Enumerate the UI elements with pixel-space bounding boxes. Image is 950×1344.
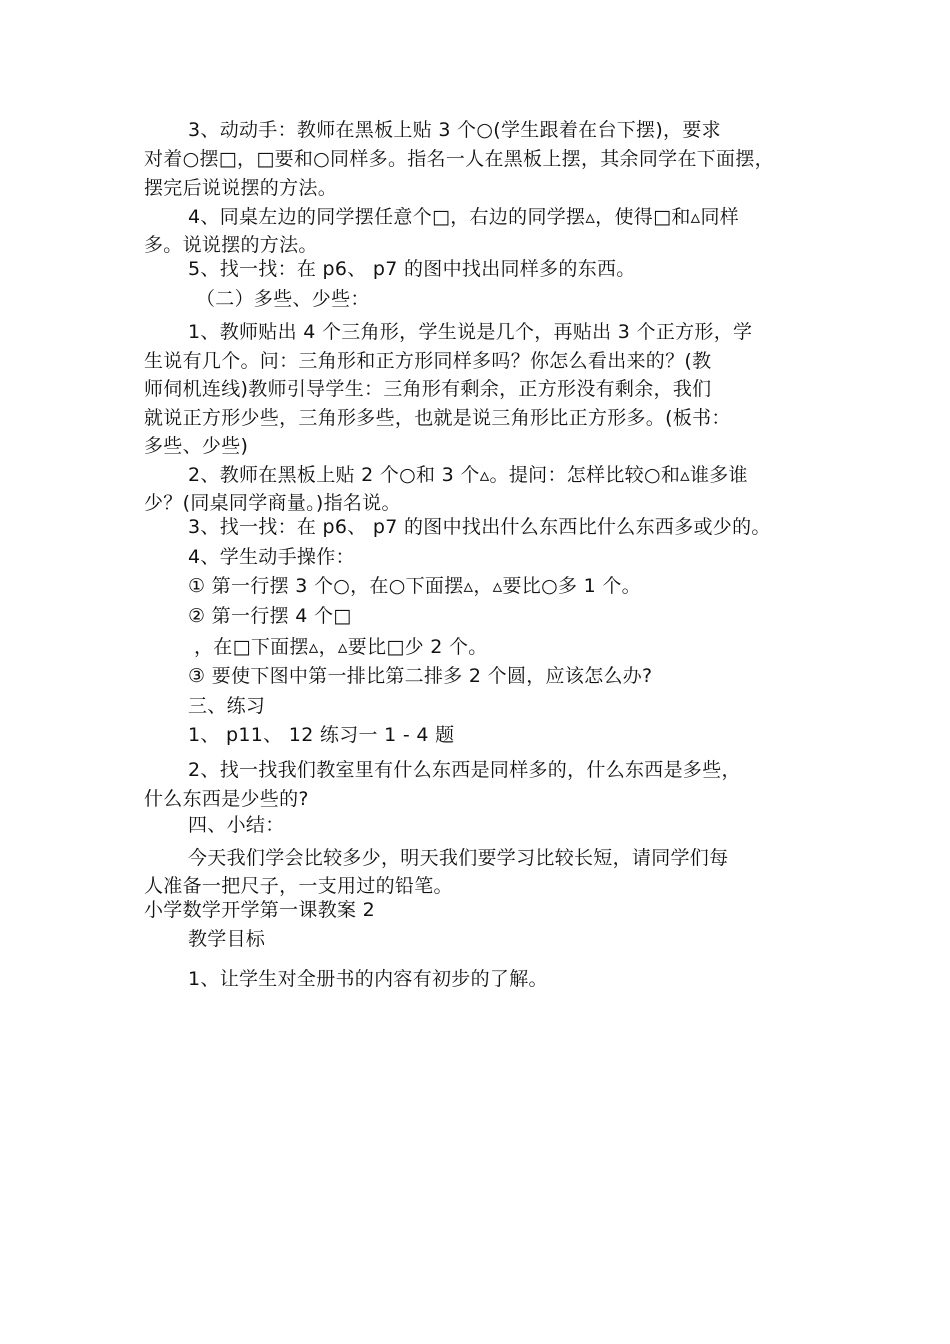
paragraph-line: 对着○摆□，□要和○同样多。指名一人在黑板上摆，其余同学在下面摆， — [144, 148, 774, 170]
paragraph-line: 人准备一把尺子，一支用过的铅笔。 — [144, 875, 453, 897]
paragraph-line: 1、 p11、 12 练习一 1 - 4 题 — [188, 724, 455, 746]
paragraph-line: 就说正方形少些，三角形多些，也就是说三角形比正方形多。(板书： — [144, 407, 731, 429]
paragraph-line: 多。说说摆的方法。 — [144, 234, 318, 256]
paragraph-line: 3、找一找：在 p6、 p7 的图中找出什么东西比什么东西多或少的。 — [188, 516, 771, 538]
list-item: ③ 要使下图中第一排比第二排多 2 个圆，应该怎么办? — [188, 665, 653, 687]
paragraph-line: 4、学生动手操作： — [188, 546, 355, 568]
section-heading: （二）多些、少些： — [196, 288, 370, 310]
paragraph-line: 少？(同桌同学商量。)指名说。 — [144, 492, 401, 514]
paragraph-line: 2、找一找我们教室里有什么东西是同样多的，什么东西是多些， — [188, 759, 741, 781]
list-item: ② 第一行摆 4 个□ — [188, 605, 352, 627]
paragraph-line: 1、教师贴出 4 个三角形，学生说是几个，再贴出 3 个正方形，学 — [188, 321, 753, 343]
paragraph-line: 2、教师在黑板上贴 2 个○和 3 个▵。提问：怎样比较○和▵谁多谁 — [188, 464, 748, 486]
document-title: 小学数学开学第一课教案 2 — [144, 899, 376, 921]
paragraph-line: 摆完后说说摆的方法。 — [144, 177, 338, 199]
section-heading: 教学目标 — [188, 928, 266, 950]
paragraph-line: 生说有几个。问：三角形和正方形同样多吗？你怎么看出来的？(教 — [144, 350, 712, 372]
paragraph-line: 多些、少些) — [144, 435, 249, 457]
paragraph-line: 什么东西是少些的? — [144, 788, 309, 810]
list-item-continued: ，在□下面摆▵，▵要比□少 2 个。 — [194, 636, 488, 658]
paragraph-line: 5、找一找：在 p6、 p7 的图中找出同样多的东西。 — [188, 258, 636, 280]
paragraph-line: 今天我们学会比较多少，明天我们要学习比较长短，请同学们每 — [188, 847, 729, 869]
section-heading: 三、练习 — [188, 695, 266, 717]
paragraph-line: 3、动动手：教师在黑板上贴 3 个○(学生跟着在台下摆)，要求 — [188, 119, 721, 141]
paragraph-line: 师伺机连线)教师引导学生：三角形有剩余，正方形没有剩余，我们 — [144, 378, 712, 400]
paragraph-line: 4、同桌左边的同学摆任意个□，右边的同学摆▵，使得□和▵同样 — [188, 206, 740, 228]
paragraph-line: 1、让学生对全册书的内容有初步的了解。 — [188, 968, 548, 990]
list-item: ① 第一行摆 3 个○，在○下面摆▵，▵要比○多 1 个。 — [188, 575, 641, 597]
section-heading: 四、小结： — [188, 814, 285, 836]
